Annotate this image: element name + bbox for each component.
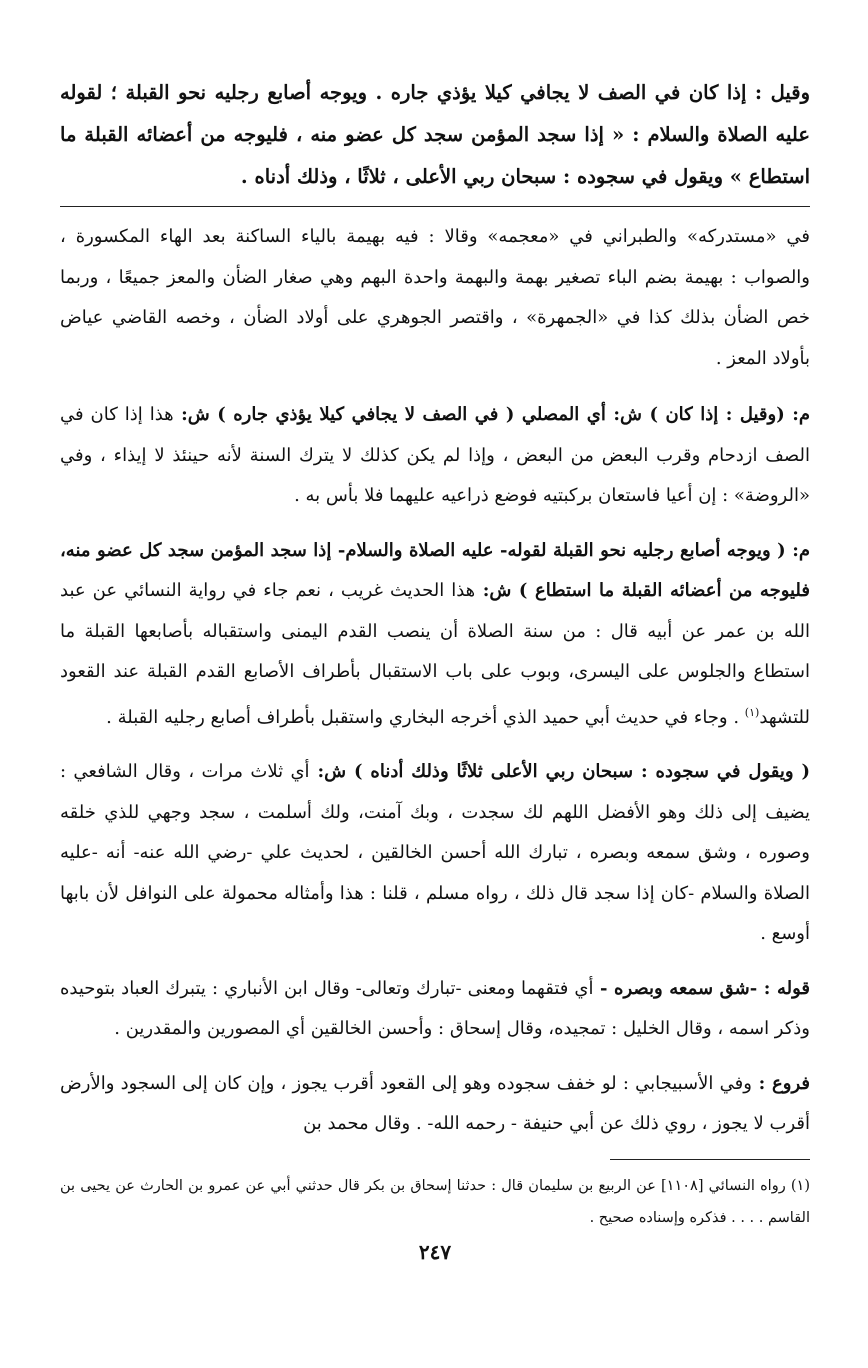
main-text-paragraph: وقيل : إذا كان في الصف لا يجافي كيلا يؤذي جاره . ويوجه أصابع رجليه نحو القبلة ؛ لقوله عليه الصلاة والسلام : « إذا سجد المؤمن سجد كل عضو منه ، فليوجه من أعضائه القبلة ما استطاع » ويقول في سجوده : سبحان ربي الأعلى ، ثلاثًا ، وذلك أدناه . bbox=[60, 81, 810, 188]
commentary-block-5-lead: قوله : -شق سمعه وبصره - bbox=[593, 977, 810, 999]
commentary-block-3-text: هذا الحديث غريب ، نعم جاء في رواية النسائي عن عبد الله بن عمر عن أبيه قال : من سنة الصلاة أن ينصب القدم اليمنى واستقباله بأصابعها القبلة ما استطاع والجلوس على اليسرى، وبوب على باب الاستقبال بأطراف الأصابع القدم القبلة عند القعود للتشهد bbox=[60, 580, 810, 728]
footnote-reference: (١) bbox=[744, 705, 760, 719]
commentary-block-6-text: وفي الأسبيجابي : لو خفف سجوده وهو إلى القعود أقرب يجوز ، وإن كان إلى السجود والأرض أقرب لا يجوز ، روي ذلك عن أبي حنيفة - رحمه الله- . وقال محمد بن bbox=[60, 1072, 810, 1134]
commentary-block-6-lead: فروع : bbox=[751, 1072, 810, 1094]
commentary-block-5-text: أي فتقهما ومعنى -تبارك وتعالى- وقال ابن الأنباري : يتبرك العباد بتوحيده وذكر اسمه ، وقال الخليل : تمجيده، وقال إسحاق : وأحسن الخالقين أي المصورين والمقدرين . bbox=[60, 977, 810, 1039]
commentary-block-4-text: أي ثلاث مرات ، وقال الشافعي : يضيف إلى ذلك وهو الأفضل اللهم لك سجدت ، وبك آمنت، ولك أسلمت ، سجد وجهي للذي خلقه وصوره ، وشق سمعه وبصره ، تبارك الله أحسن الخالقين ، لحديث علي -رضي الله عنه- أنه -عليه الصلاة والسلام -كان إذا سجد قال ذلك ، رواه مسلم ، قلنا : هذا وأمثاله محمولة على النوافل لأن بابها أوسع . bbox=[60, 761, 810, 944]
commentary bbox=[60, 217, 810, 1145]
section-divider bbox=[60, 206, 810, 207]
footnote-1: (١) رواه النسائي [١١٠٨] عن الربيع بن سليمان قال : حدثنا إسحاق بن بكر قال حدثني أبي عن عمرو بن الحارث عن يحيى بن القاسم . . . . فذكره وإسناده صحيح . bbox=[60, 1177, 810, 1226]
commentary-block-1: في «مستدركه» والطبراني في «معجمه» وقالا : فيه بهيمة بالياء الساكنة بعد الهاء المكسورة ، والصواب : بهيمة بضم الباء تصغير بهمة والبهمة واحدة البهم وهي صغار الضأن والمعز جميعًا ، وربما خص الضأن بذلك كذا في «الجمهرة» ، واقتصر الجوهري على أولاد الضأن ، وخصه القاضي عياض بأولاد المعز . bbox=[60, 226, 810, 369]
commentary-block-4 bbox=[60, 752, 810, 955]
commentary-block-6 bbox=[60, 1064, 810, 1145]
page-number: ٢٤٧ bbox=[418, 1239, 452, 1264]
commentary-block-3-tail: . وجاء في حديث أبي حميد الذي أخرجه البخاري واستقبل بأطراف أصابع رجليه القبلة . bbox=[106, 706, 745, 728]
commentary-block-2 bbox=[60, 395, 810, 517]
commentary-block-5 bbox=[60, 969, 810, 1050]
commentary-block-2-lead: م: (وقيل : إذا كان ) ش: أي المصلي ( في الصف لا يجافي كيلا يؤذي جاره ) ش: bbox=[173, 404, 810, 425]
commentary-block-4-lead: ( ويقول في سجوده : سبحان ربي الأعلى ثلاثًا وذلك أدناه ) ش: bbox=[309, 761, 811, 782]
footnotes bbox=[60, 1170, 810, 1234]
footnote-divider bbox=[610, 1159, 810, 1160]
commentary-block-3-lead: م: ( ويوجه أصابع رجليه نحو القبلة لقوله- عليه الصلاة والسلام- إذا سجد المؤمن سجد كل عضو منه، فليوجه من أعضائه القبلة ما استطاع ) ش: bbox=[60, 539, 810, 601]
commentary-block-2-text: هذا إذا كان في الصف ازدحام وقرب البعض من البعض ، وإذا لم يكن كذلك لا يترك السنة لأنه حينئذ لا إيذاء ، وفي «الروضة» : إن أعيا فاستعان بركبتيه فوضع ذراعيه عليهما فلا بأس به . bbox=[60, 404, 810, 506]
commentary-block-3 bbox=[60, 531, 810, 739]
main-text bbox=[60, 72, 810, 198]
